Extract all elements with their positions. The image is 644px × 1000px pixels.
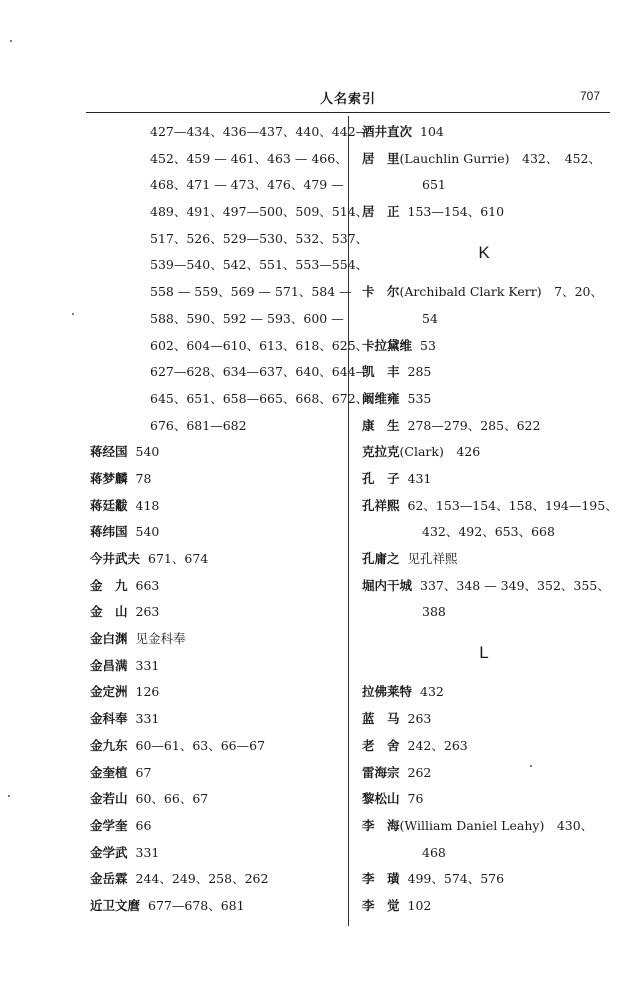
index-entry-continuation <box>362 172 622 199</box>
index-entry <box>362 733 622 760</box>
index-entry <box>362 359 622 386</box>
entry-pages: 651 <box>422 177 446 193</box>
entry-pages: 431 <box>407 470 432 486</box>
index-entry <box>362 466 622 493</box>
entry-name: 蒋纬国 <box>90 524 128 540</box>
entry-pages: 153—154、610 <box>407 204 505 220</box>
entry-name: 金学奎 <box>90 817 128 833</box>
index-entry <box>90 546 350 573</box>
entry-name: 卡 尔 <box>362 284 400 300</box>
entry-pages: 517、526、529—530、532、537、 <box>150 230 369 246</box>
entry-pages: 263 <box>135 604 160 620</box>
entry-name: 李 觉 <box>362 897 400 913</box>
entry-name: 孔庸之 <box>362 551 400 567</box>
entry-pages: 331 <box>135 711 160 727</box>
entry-name: 居 里 <box>362 150 400 166</box>
entry-name: 金定洲 <box>90 684 128 700</box>
entry-name: 居 正 <box>362 204 400 220</box>
entry-name: 阚维雍 <box>362 390 400 406</box>
index-entry <box>362 413 622 440</box>
section-letter-text: L <box>479 643 489 663</box>
index-entry <box>90 760 350 787</box>
entry-pages: 588、590、592 — 593、600 — <box>150 310 344 326</box>
entry-pages: 66 <box>135 817 152 833</box>
index-entry <box>90 866 350 893</box>
index-entry <box>362 439 622 466</box>
index-entry <box>90 706 350 733</box>
index-entry-continuation <box>90 279 350 306</box>
right-column <box>362 119 622 920</box>
entry-name: 蒋梦麟 <box>90 470 128 486</box>
entry-pages: 见金科奉 <box>135 631 186 647</box>
entry-pages: (William Daniel Leahy) 430、 <box>399 817 594 833</box>
index-entry <box>362 386 622 413</box>
index-entry-continuation <box>362 840 622 867</box>
entry-pages: 540 <box>135 524 160 540</box>
index-entry <box>362 279 622 306</box>
entry-pages: 102 <box>407 897 432 913</box>
index-entry <box>362 573 622 600</box>
entry-name: 今井武夫 <box>90 551 141 566</box>
entry-name: 李 璜 <box>362 871 400 887</box>
index-entry-continuation <box>90 172 350 199</box>
entry-pages: 337、348 — 349、352、355、 <box>420 577 610 593</box>
left-column <box>90 119 369 920</box>
entry-name: 金岳霖 <box>90 871 128 887</box>
index-entry <box>90 519 350 546</box>
header-title: 人名索引 <box>319 92 376 107</box>
index-entry <box>362 119 622 146</box>
entry-pages: 676、681—682 <box>150 417 247 433</box>
entry-name: 凯 丰 <box>362 364 400 380</box>
index-entry <box>90 733 350 760</box>
entry-pages: 427—434、436—437、440、442— <box>150 124 369 139</box>
entry-name: 近卫文麿 <box>90 897 141 913</box>
index-entry-continuation <box>90 226 369 253</box>
index-entry-continuation <box>90 333 369 360</box>
entry-name: 蓝 马 <box>362 711 400 727</box>
entry-pages: 452、459 — 461、463 — 466、 <box>150 150 348 166</box>
entry-pages: 278—279、285、622 <box>407 417 541 433</box>
index-entry <box>90 439 350 466</box>
entry-pages: 60—61、63、66—67 <box>135 737 266 753</box>
index-entry <box>362 679 622 706</box>
section-letter <box>362 626 622 679</box>
scan-speck <box>10 40 12 42</box>
entry-pages: 53 <box>420 337 436 353</box>
index-entry <box>362 493 622 520</box>
section-letter <box>362 226 622 279</box>
entry-pages: 285 <box>407 364 432 380</box>
index-entry-continuation <box>90 359 369 386</box>
index-entry-continuation <box>90 119 369 146</box>
entry-name: 蒋廷黻 <box>90 497 128 513</box>
entry-pages: 76 <box>407 791 424 807</box>
page-number: 707 <box>579 89 600 103</box>
index-entry <box>90 813 350 840</box>
entry-name: 金 九 <box>90 577 128 593</box>
entry-pages: 677—678、681 <box>148 897 245 913</box>
entry-name: 蒋经国 <box>90 444 128 460</box>
entry-name: 金昌满 <box>90 657 128 673</box>
index-entry <box>362 199 622 226</box>
index-entry-continuation <box>90 252 369 279</box>
entry-pages: (Lauchlin Gurrie) 432、 452、 <box>399 150 601 166</box>
entry-name: 雷海宗 <box>362 764 400 780</box>
scan-speck <box>72 313 74 315</box>
scan-speck <box>530 765 532 767</box>
index-entry <box>90 893 350 920</box>
entry-pages: 489、491、497—500、509、514、 <box>150 204 369 220</box>
entry-name: 拉佛莱特 <box>362 684 413 700</box>
entry-name: 老 舍 <box>362 737 400 753</box>
entry-pages: 468 <box>422 844 446 860</box>
scan-speck <box>8 795 10 797</box>
index-entry <box>362 146 622 173</box>
entry-pages: 388 <box>422 604 446 620</box>
entry-pages: (Archibald Clark Kerr) 7、20、 <box>399 284 603 300</box>
index-entry <box>90 653 350 680</box>
index-entry <box>362 546 622 573</box>
entry-pages: 602、604—610、613、618、625、 <box>150 337 369 353</box>
entry-pages: 67 <box>135 764 152 780</box>
entry-pages: 60、66、67 <box>135 791 209 807</box>
index-entry <box>90 840 350 867</box>
index-entry-continuation <box>90 386 369 413</box>
index-entry-continuation <box>362 519 622 546</box>
index-entry <box>362 333 622 360</box>
index-entry <box>362 813 622 840</box>
entry-name: 金学武 <box>90 844 128 860</box>
index-entry <box>90 626 350 653</box>
entry-name: 孔 子 <box>362 470 400 486</box>
entry-pages: 242、263 <box>407 737 468 753</box>
section-letter-text: K <box>478 242 490 262</box>
entry-name: 康 生 <box>362 417 400 433</box>
running-header <box>86 88 610 113</box>
entry-pages: 663 <box>135 577 160 593</box>
entry-pages: 432、492、653、668 <box>422 524 555 540</box>
index-entry-continuation <box>90 306 350 333</box>
index-entry-continuation <box>90 199 369 226</box>
entry-name: 金奎植 <box>90 764 128 780</box>
entry-pages: 671、674 <box>148 551 209 566</box>
index-entry <box>90 466 350 493</box>
entry-name: 李 海 <box>362 817 400 833</box>
entry-pages: 331 <box>135 657 160 673</box>
index-entry <box>362 893 622 920</box>
entry-name: 金白渊 <box>90 631 128 647</box>
entry-name: 金若山 <box>90 791 128 807</box>
index-entry <box>362 706 622 733</box>
entry-pages: 432 <box>420 684 444 700</box>
entry-name: 酒井直次 <box>362 124 413 139</box>
entry-name: 黎松山 <box>362 791 400 807</box>
index-entry <box>362 866 622 893</box>
entry-pages: 331 <box>135 844 160 860</box>
entry-pages: 645、651、658—665、668、672、 <box>150 390 369 406</box>
index-entry <box>362 760 622 787</box>
index-entry <box>90 493 350 520</box>
entry-pages: 263 <box>407 711 432 727</box>
index-entry <box>90 573 350 600</box>
index-entry-continuation <box>362 599 622 626</box>
index-entry-continuation <box>90 413 350 440</box>
entry-name: 金 山 <box>90 604 128 620</box>
entry-pages: 62、153—154、158、194—195、 <box>407 497 618 513</box>
entry-pages: 78 <box>135 470 152 486</box>
entry-name: 卡拉黛维 <box>362 337 413 353</box>
entry-pages: 539—540、542、551、553—554、 <box>150 257 369 273</box>
index-entry <box>362 786 622 813</box>
entry-pages: 见孔祥熙 <box>407 551 458 567</box>
index-entry <box>90 599 350 626</box>
entry-name: 堀内干城 <box>362 577 413 593</box>
index-entry <box>90 786 350 813</box>
entry-name: 金科奉 <box>90 711 128 727</box>
entry-pages: (Clark) 426 <box>399 444 481 460</box>
entry-pages: 244、249、258、262 <box>135 871 269 887</box>
entry-name: 金九东 <box>90 737 128 753</box>
entry-pages: 535 <box>407 390 432 406</box>
entry-pages: 104 <box>420 124 444 139</box>
index-entry-continuation <box>362 306 622 333</box>
entry-pages: 468、471 — 473、476、479 — <box>150 177 344 193</box>
entry-name: 克拉克 <box>362 444 400 460</box>
entry-pages: 499、574、576 <box>407 871 505 887</box>
entry-pages: 418 <box>135 497 160 513</box>
entry-pages: 262 <box>407 764 432 780</box>
index-entry <box>90 679 350 706</box>
entry-name: 孔祥熙 <box>362 497 400 513</box>
entry-pages: 540 <box>135 444 160 460</box>
entry-pages: 627—628、634—637、640、644— <box>150 364 369 380</box>
entry-pages: 558 — 559、569 — 571、584 — <box>150 284 352 300</box>
entry-pages: 126 <box>135 684 160 700</box>
index-entry-continuation <box>90 146 350 173</box>
entry-pages: 54 <box>422 310 438 326</box>
